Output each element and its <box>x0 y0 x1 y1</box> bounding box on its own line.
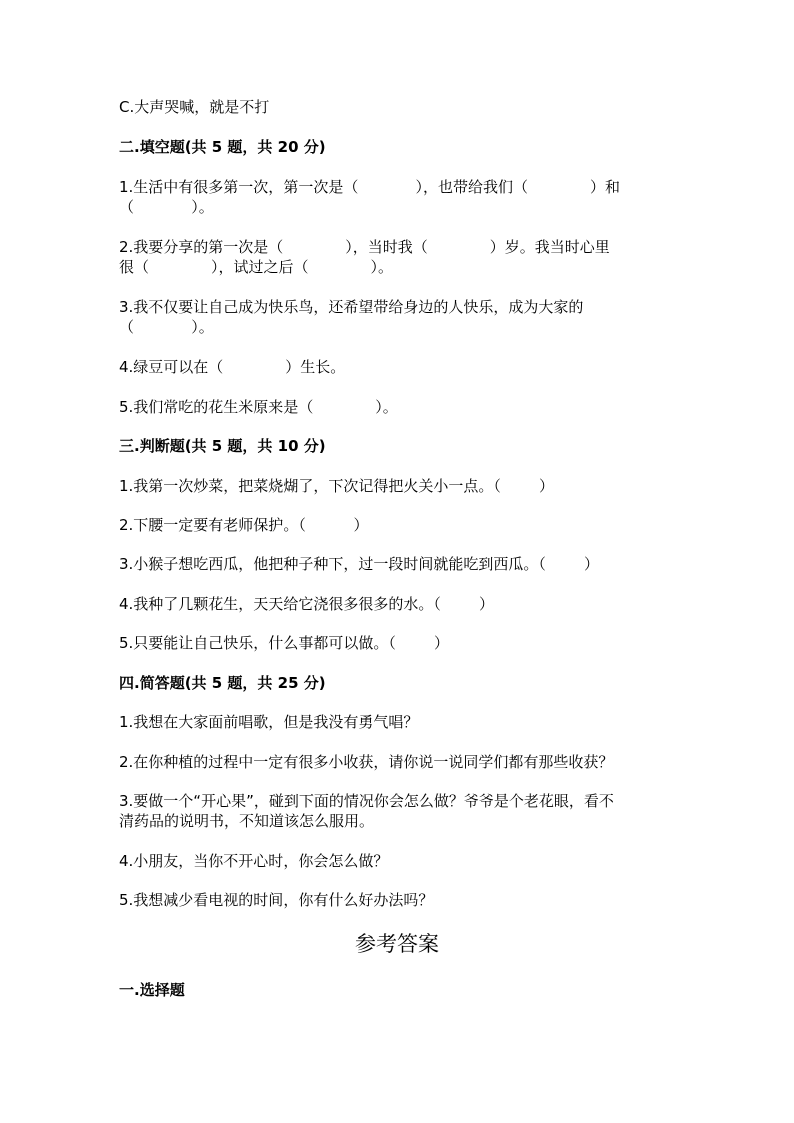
question-text: 4.我种了几颗花生，天天给它浇很多很多的水。（ ） <box>119 595 494 613</box>
question-text: 4.绿豆可以在（ ）生长。 <box>119 358 346 376</box>
answer-section-heading: 一.选择题 <box>119 981 185 999</box>
question-text: 3.要做一个“开心果”，碰到下面的情况你会怎么做？爷爷是个老花眼，看不 <box>119 792 614 810</box>
question-text: 2.下腰一定要有老师保护。（ ） <box>119 516 369 534</box>
section-heading-fill-blank: 二.填空题(共 5 题，共 20 分) <box>119 138 326 156</box>
question-text: 1.我想在大家面前唱歌，但是我没有勇气唱？ <box>119 713 419 731</box>
question-text: 1.生活中有很多第一次，第一次是（ ），也带给我们（ ）和 <box>119 178 621 196</box>
question-text: 4.小朋友，当你不开心时，你会怎么做？ <box>119 852 389 870</box>
question-text: 3.我不仅要让自己成为快乐鸟，还希望带给身边的人快乐，成为大家的 <box>119 298 584 316</box>
question-text: 3.小猴子想吃西瓜，他把种子种下，过一段时间就能吃到西瓜。（ ） <box>119 555 599 573</box>
option-c: C.大声哭喊，就是不打 <box>119 98 270 116</box>
question-text: 2.在你种植的过程中一定有很多小收获，请你说一说同学们都有那些收获？ <box>119 753 614 771</box>
question-text: 1.我第一次炒菜，把菜烧煳了，下次记得把火关小一点。（ ） <box>119 477 554 495</box>
question-text: 很（ ），试过之后（ ）。 <box>119 258 393 276</box>
question-text: 5.只要能让自己快乐，什么事都可以做。（ ） <box>119 634 449 652</box>
answer-key-title: 参考答案 <box>355 932 439 956</box>
question-text: 5.我们常吃的花生米原来是（ ）。 <box>119 398 398 416</box>
question-text: （ ）。 <box>119 318 214 336</box>
question-text: 清药品的说明书，不知道该怎么服用。 <box>119 812 375 830</box>
question-text: 5.我想减少看电视的时间，你有什么好办法吗？ <box>119 891 434 909</box>
section-heading-short-answer: 四.简答题(共 5 题，共 25 分) <box>119 674 326 692</box>
section-heading-true-false: 三.判断题(共 5 题，共 10 分) <box>119 437 326 455</box>
question-text: 2.我要分享的第一次是（ ），当时我（ ）岁。我当时心里 <box>119 238 610 256</box>
question-text: （ ）。 <box>119 198 214 216</box>
